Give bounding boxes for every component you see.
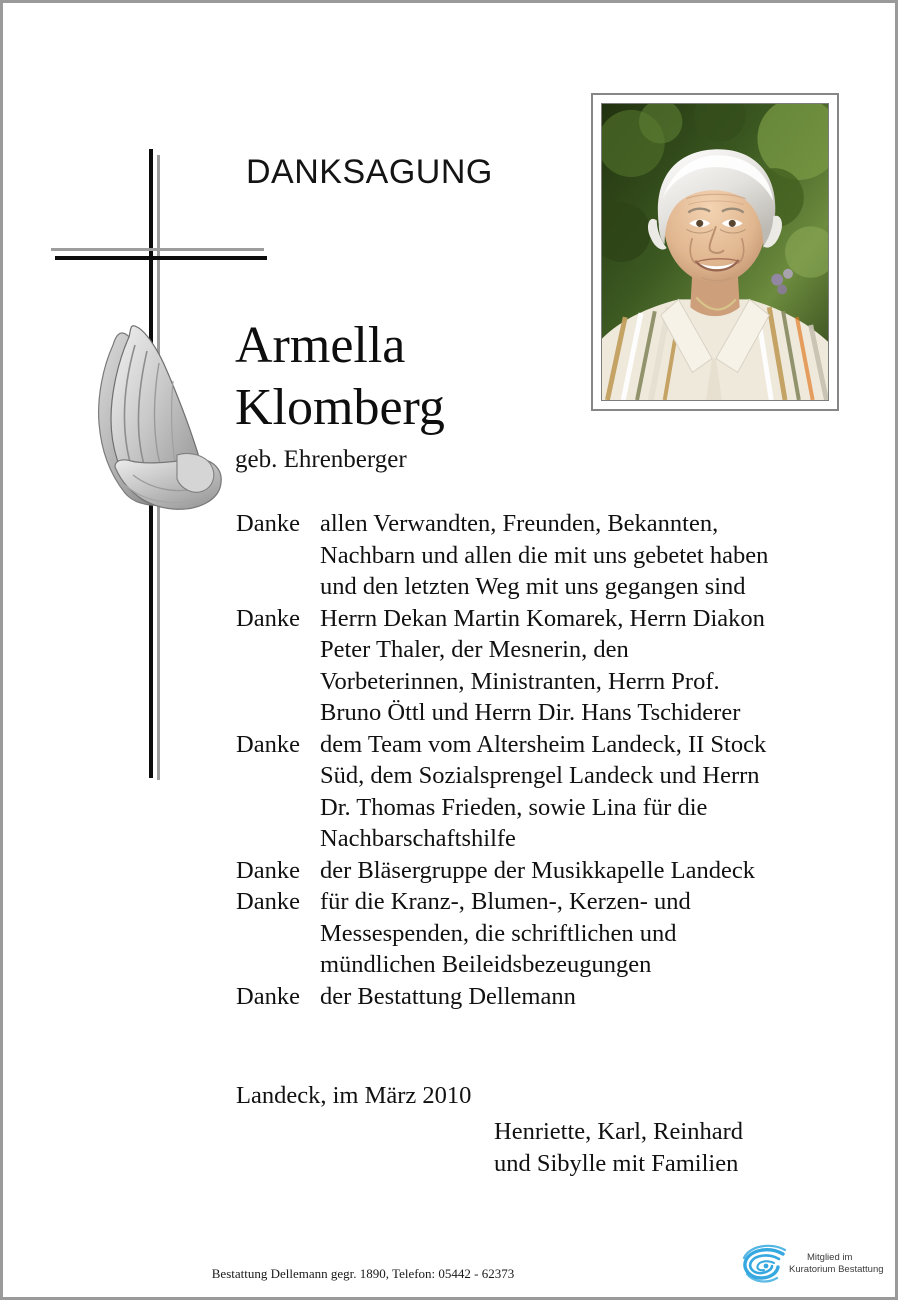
cross-horizontal-black-line	[55, 256, 267, 260]
thanks-row	[236, 729, 876, 855]
thanks-label: Danke	[236, 888, 300, 915]
signers	[236, 1116, 876, 1180]
footer-text: Bestattung Dellemann gegr. 1890, Telefon: 05442 - 62373	[211, 1266, 515, 1281]
thanks-line: dem Team vom Altersheim Landeck, II Stock	[320, 730, 767, 758]
page-title: DANKSAGUNG	[246, 153, 493, 191]
thanks-list	[236, 508, 876, 1012]
thanks-line: Nachbarschaftshilfe	[320, 825, 516, 852]
thanks-text	[320, 855, 876, 887]
cross-horizontal-gray-line	[51, 248, 264, 251]
thanks-line: Dr. Thomas Frieden, sowie Lina für die	[320, 793, 708, 821]
deceased-name-block	[235, 315, 595, 477]
thanks-line: Messespenden, die schriftlichen und	[320, 919, 677, 947]
place-and-date: Landeck, im März 2010	[236, 1082, 472, 1109]
closing-block	[236, 1080, 876, 1180]
logo-line-2: Kuratorium Bestattung	[789, 1264, 884, 1275]
thanks-line: allen Verwandten, Freunden, Bekannten,	[320, 510, 719, 537]
signer-line: und Sibylle mit Familien	[494, 1150, 739, 1177]
thanks-text	[320, 886, 876, 981]
thanks-label: Danke	[236, 510, 300, 537]
thanks-line: Bruno Öttl und Herrn Dir. Hans Tschiderer	[320, 699, 741, 726]
deceased-last-name: Klomberg	[235, 379, 445, 436]
thanks-label: Danke	[236, 856, 300, 884]
thanks-line: Süd, dem Sozialsprengel Landeck und Herrn	[320, 762, 760, 789]
thanks-label: Danke	[236, 982, 300, 1010]
deceased-maiden-name: geb. Ehrenberger	[235, 446, 407, 473]
thanks-text	[320, 729, 876, 855]
thanks-line: Vorbeterinnen, Ministranten, Herrn Prof.	[320, 667, 720, 695]
thanks-row	[236, 981, 876, 1013]
swirl-icon	[741, 1244, 787, 1284]
thanks-row	[236, 886, 876, 981]
thanks-row	[236, 603, 876, 729]
thanks-label: Danke	[236, 604, 300, 632]
portrait-photo	[601, 103, 829, 401]
thanks-text	[320, 981, 876, 1013]
thanks-line: mündlichen Beileidsbezeugungen	[320, 951, 652, 978]
thanks-row	[236, 508, 876, 603]
thanks-text	[320, 508, 876, 603]
thanks-line: Herrn Dekan Martin Komarek, Herrn Diakon	[320, 604, 765, 632]
signer-line: Henriette, Karl, Reinhard	[494, 1118, 743, 1145]
thanks-line: der Bestattung Dellemann	[320, 982, 576, 1010]
praying-hands-icon	[73, 315, 223, 511]
deceased-first-name: Armella	[235, 317, 406, 374]
kuratorium-logo	[741, 1241, 884, 1287]
thanks-line: der Bläsergruppe der Musikkapelle Landeck	[320, 856, 755, 884]
thanks-line: für die Kranz-, Blumen-, Kerzen- und	[320, 888, 691, 915]
thanks-line: und den letzten Weg mit uns gegangen sind	[320, 573, 746, 600]
thanks-line: Nachbarn und allen die mit uns gebetet haben	[320, 541, 769, 569]
thanks-label: Danke	[236, 730, 300, 758]
thanks-row	[236, 855, 876, 887]
portrait-frame	[591, 93, 839, 411]
thanks-line: Peter Thaler, der Mesnerin, den	[320, 636, 629, 663]
logo-line-1: Mitglied im	[807, 1252, 853, 1263]
thanks-text	[320, 603, 876, 729]
